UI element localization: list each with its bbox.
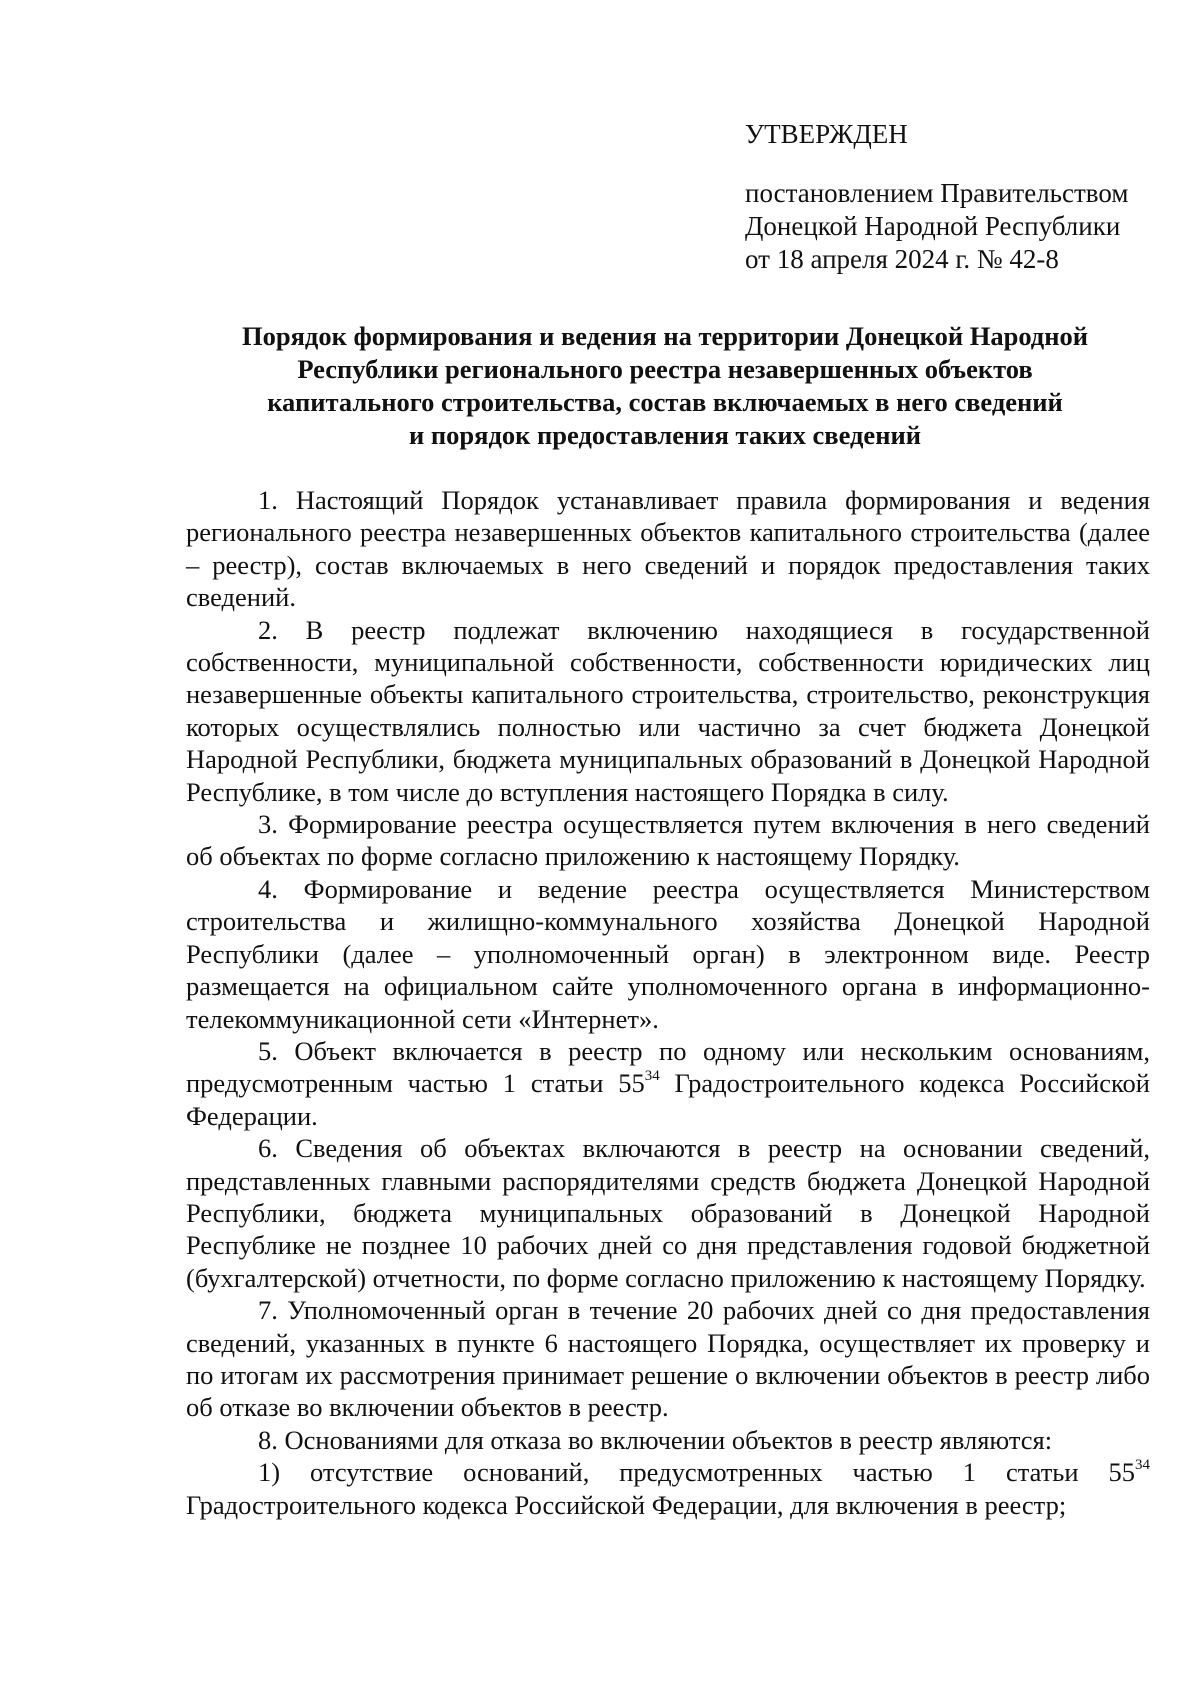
article-superscript: 34 bbox=[1135, 1457, 1150, 1474]
document-body bbox=[186, 484, 1150, 1521]
paragraph-5-text: 5. Объект включается в реестр по одному или нескольким основаниям, предусмотренным частью 1 статьи 55 bbox=[186, 1035, 1150, 1099]
paragraph-7: 7. Уполномоченный орган в течение 20 рабочих дней со дня предоставления сведений, указанных в пункте 6 настоящего Порядка, осуществляет их проверку и по итогам их рассмотрения принимает решение о включении объектов в реестр либо об отказе во включении объектов в реестр. bbox=[186, 1295, 1150, 1423]
paragraph-5-text-end: Градостроительного кодекса Российской Федерации. bbox=[186, 1068, 1150, 1131]
paragraph-3: 3. Формирование реестра осуществляется путем включения в него сведений об объектах по форме согласно приложению к настоящему Порядку. bbox=[186, 809, 1150, 872]
paragraph-5 bbox=[186, 1035, 1150, 1132]
approval-block bbox=[745, 118, 1128, 276]
paragraph-1: 1. Настоящий Порядок устанавливает правила формирования и ведения регионального реестра незавершенных объектов капитального строительства (далее – реестр), состав включаемых в него сведений и порядок предоставления таких сведений. bbox=[186, 485, 1150, 613]
item-1-text: 1) отсутствие оснований, предусмотренных частью 1 статьи 55 bbox=[258, 1457, 1135, 1488]
paragraph-4: 4. Формирование и ведение реестра осуществляется Министерством строительства и жилищно-коммунального хозяйства Донецкой Народной Республики (далее – уполномоченный орган) в электронном виде. Реестр размещается на официальном сайте уполномоченного органа в информационно-телекоммуникационной сети «Интернет». bbox=[186, 873, 1150, 1034]
approval-line: Донецкой Народной Республики bbox=[745, 211, 1121, 241]
document-title bbox=[180, 320, 1150, 452]
approval-stamp: УТВЕРЖДЕН bbox=[745, 119, 908, 149]
paragraph-6: 6. Сведения об объектах включаются в реестр на основании сведений, представленных главными распорядителями средств бюджета Донецкой Народной Республики, бюджета муниципальных образований в Донецкой Народной Республике не позднее 10 рабочих дней со дня представления годовой бюджетной (бухгалтерской) отчетности, по форме согласно приложению к настоящему Порядку. bbox=[186, 1133, 1150, 1293]
title-line: капитального строительства, состав включаемых в него сведений bbox=[267, 387, 1063, 417]
title-line: Порядок формирования и ведения на территории Донецкой Народной bbox=[241, 321, 1088, 351]
paragraph-8: 8. Основаниями для отказа во включении объектов в реестр являются: bbox=[258, 1424, 1053, 1455]
approval-date-line: от 18 апреля 2024 г. № 42-8 bbox=[745, 244, 1059, 274]
title-line: Республики регионального реестра незавершенных объектов bbox=[297, 354, 1033, 384]
approval-line: постановлением Правительством bbox=[745, 178, 1129, 208]
paragraph-2: 2. В реестр подлежат включению находящиеся в государственной собственности, муниципальной собственности, собственности юридических лиц незавершенные объекты капитального строительства, строительство, реконструкция которых осуществлялись полностью или частично за счет бюджета Донецкой Народной Республики, бюджета муниципальных образований в Донецкой Народной Республике, в том числе до вступления настоящего Порядка в силу. bbox=[186, 614, 1150, 807]
item-1-text-end: Градостроительного кодекса Российской Федерации, для включения в реестр; bbox=[186, 1489, 1067, 1520]
title-line: и порядок предоставления таких сведений bbox=[408, 420, 921, 450]
paragraph-8-item-1 bbox=[186, 1456, 1150, 1521]
article-superscript: 34 bbox=[644, 1068, 660, 1085]
